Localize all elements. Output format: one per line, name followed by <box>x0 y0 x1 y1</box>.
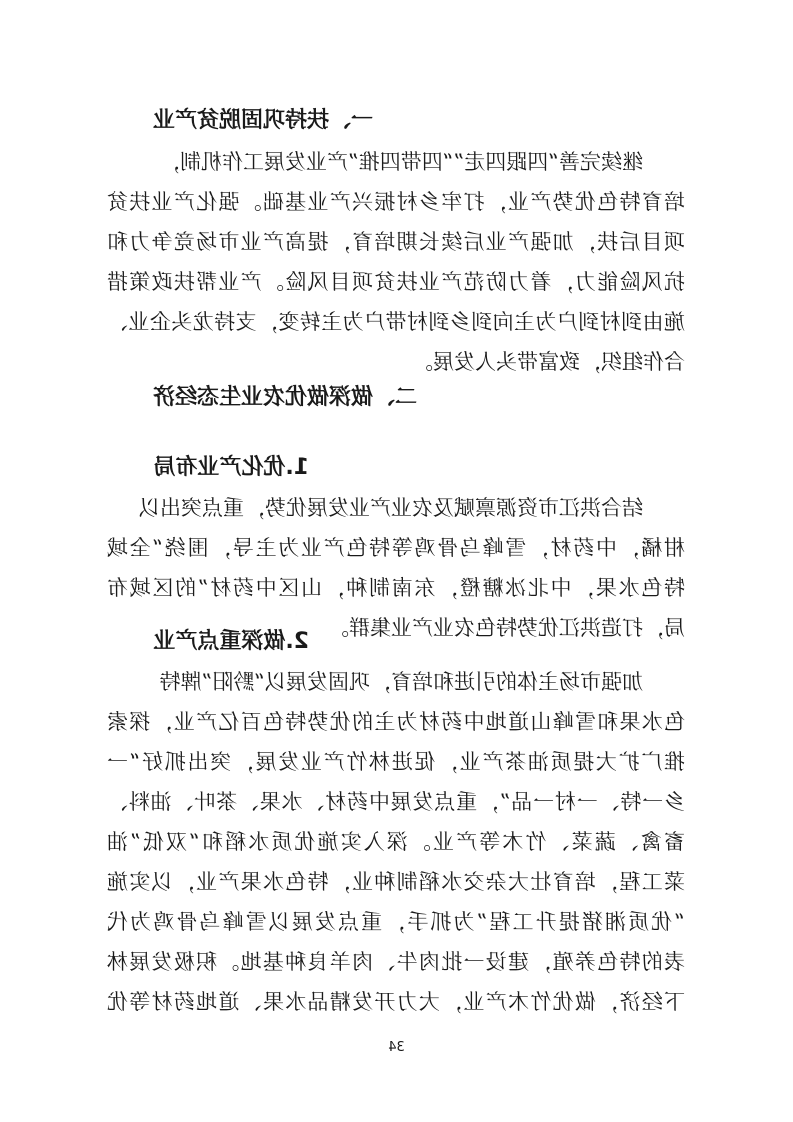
paragraph-line: 局，打造洪江优势特色农业产业集群。 <box>328 616 685 640</box>
paragraph-line: 特色水果，中北冰糖橙，东南制种，山区中药材”的区域布 <box>107 576 685 600</box>
paragraph-line: 项目后扶，加强产业后续长期培育，提高产业市场竞争力和 <box>107 230 685 254</box>
heading-subsection-1: 1.优化产业布局 <box>153 455 309 480</box>
paragraph-line: 培育特色优势产业，打牢乡村振兴产业基础。强化产业扶贫 <box>107 190 685 214</box>
heading-subsection-2: 2.做深重点产业 <box>153 629 309 654</box>
paragraph-line: 施由到村到户为主向到乡到村带户为主转变，支持龙头企业、 <box>107 310 685 334</box>
paragraph-line: 抗风险能力，着力防范产业扶贫项目风险。产业帮扶政策措 <box>107 270 685 294</box>
page-number: 34 <box>388 1040 405 1055</box>
paragraph-line: “优质湘猪提升工程”为抓手，重点发展以雪峰乌骨鸡为代 <box>107 910 685 934</box>
paragraph-line: 下经济，做优竹木产业，大力开发精品水果、道地药材等优 <box>107 990 685 1014</box>
paragraph-line: 结合洪江市资源禀赋及农业产业发展优势，重点突出以 <box>139 496 643 520</box>
paragraph-line: 畜禽、蔬菜、竹木等产业。深入实施优质水稻和“双低”油 <box>107 830 685 854</box>
paragraph-line: 加强市场主体的引进和培育，巩固发展以“黔阳”牌特 <box>159 670 643 694</box>
paragraph-line: 表的特色养殖，建设一批肉牛、肉羊良种基地。积极发展林 <box>107 950 685 974</box>
heading-section-2: 二、做深做优农业生态经济 <box>152 385 417 410</box>
paragraph-line: 柑橘，中药材，雪峰乌骨鸡等特色产业为主导，围绕“全域 <box>107 536 685 560</box>
paragraph-line: 色水果和雪峰山道地中药材为主的优势特色百亿产业，探索 <box>107 710 685 734</box>
heading-section-1: 一、扶持巩固脱贫产业 <box>152 108 373 133</box>
paragraph-line: 继续完善“四跟四走”“四带四推”产业发展工作机制， <box>159 150 643 174</box>
paragraph-line: 乡一特、一村一品”，重点发展中药材、水果、茶叶、油料、 <box>107 790 685 814</box>
paragraph-line: 菜工程，培育壮大杂交水稻制种业，特色水果产业，以实施 <box>107 870 685 894</box>
paragraph-line: 推广扩大提质油茶产业，促进林竹产业发展，突出抓好“一 <box>107 750 685 774</box>
paragraph-line: 合作组织，致富带头人发展。 <box>412 350 685 374</box>
